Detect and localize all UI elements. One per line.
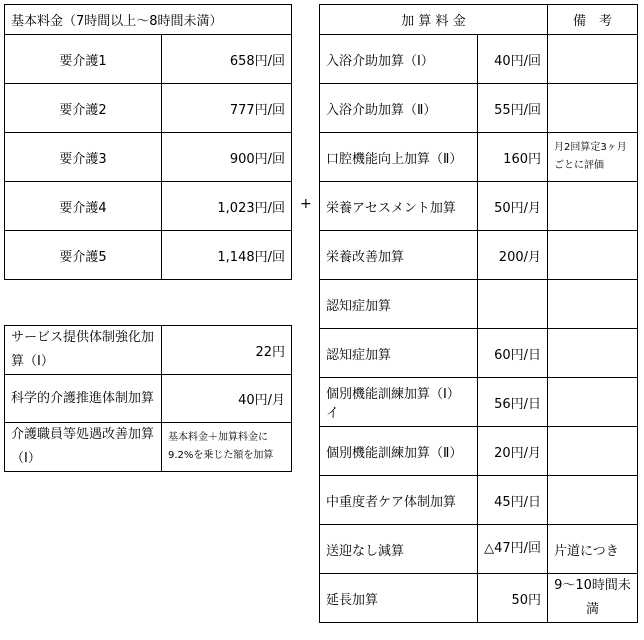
addition-price: 45円/日 [478, 476, 548, 525]
addition-price: 200/月 [478, 231, 548, 280]
extra-price: 22円 [162, 326, 292, 375]
addition-note [548, 476, 638, 525]
extra-name: サービス提供体制強化加算（Ⅰ） [5, 326, 162, 375]
addition-name: 個別機能訓練加算（Ⅱ） [320, 427, 478, 476]
addition-name: 口腔機能向上加算（Ⅱ） [320, 133, 478, 182]
addition-price: 50円 [478, 574, 548, 623]
extra-fee-table [4, 325, 292, 472]
addition-name: 延長加算 [320, 574, 478, 623]
extra-name: 介護職員等処遇改善加算（Ⅰ） [5, 423, 162, 472]
addition-name: 入浴介助加算（Ⅱ） [320, 84, 478, 133]
addition-note [548, 378, 638, 427]
addition-note [548, 427, 638, 476]
addition-price: 60円/日 [478, 329, 548, 378]
addition-price: △47円/回 [478, 525, 548, 574]
care-level: 要介護5 [5, 231, 162, 280]
addition-name: 送迎なし減算 [320, 525, 478, 574]
addition-price: 56円/日 [478, 378, 548, 427]
addition-name: 入浴介助加算（Ⅰ） [320, 35, 478, 84]
addition-name: 認知症加算 [320, 280, 478, 329]
addition-note: 9～10時間未満 [548, 574, 638, 623]
care-level: 要介護4 [5, 182, 162, 231]
addition-name: 栄養改善加算 [320, 231, 478, 280]
care-level: 要介護3 [5, 133, 162, 182]
addition-note [548, 35, 638, 84]
addition-note [548, 84, 638, 133]
plus-sign: + [300, 196, 312, 212]
base-fee-header: 基本料金（7時間以上～8時間未満） [5, 5, 292, 35]
note-header: 備 考 [548, 5, 638, 35]
care-price: 900円/回 [162, 133, 292, 182]
addition-price: 55円/回 [478, 84, 548, 133]
addition-price: 40円/回 [478, 35, 548, 84]
care-price: 1,023円/回 [162, 182, 292, 231]
addition-note [548, 182, 638, 231]
care-level: 要介護1 [5, 35, 162, 84]
addition-name: 栄養アセスメント加算 [320, 182, 478, 231]
extra-price: 40円/月 [162, 375, 292, 423]
addition-name: 認知症加算 [320, 329, 478, 378]
care-price: 658円/回 [162, 35, 292, 84]
extra-name: 科学的介護推進体制加算 [5, 375, 162, 423]
addition-price [478, 280, 548, 329]
addition-header: 加 算 料 金 [320, 5, 548, 35]
addition-note [548, 329, 638, 378]
addition-fee-table [319, 4, 638, 623]
addition-name: 中重度者ケア体制加算 [320, 476, 478, 525]
addition-note [548, 231, 638, 280]
addition-name: 個別機能訓練加算（Ⅰ）イ [320, 378, 478, 427]
care-price: 1,148円/回 [162, 231, 292, 280]
addition-price: 50円/月 [478, 182, 548, 231]
addition-note: 月2回算定3ヶ月ごとに評価 [548, 133, 638, 182]
addition-note [548, 280, 638, 329]
extra-note: 基本料金＋加算料金に9.2%を乗じた額を加算 [162, 423, 292, 472]
addition-note: 片道につき [548, 525, 638, 574]
care-price: 777円/回 [162, 84, 292, 133]
base-fee-table [4, 4, 292, 280]
care-level: 要介護2 [5, 84, 162, 133]
addition-price: 160円 [478, 133, 548, 182]
addition-price: 20円/月 [478, 427, 548, 476]
